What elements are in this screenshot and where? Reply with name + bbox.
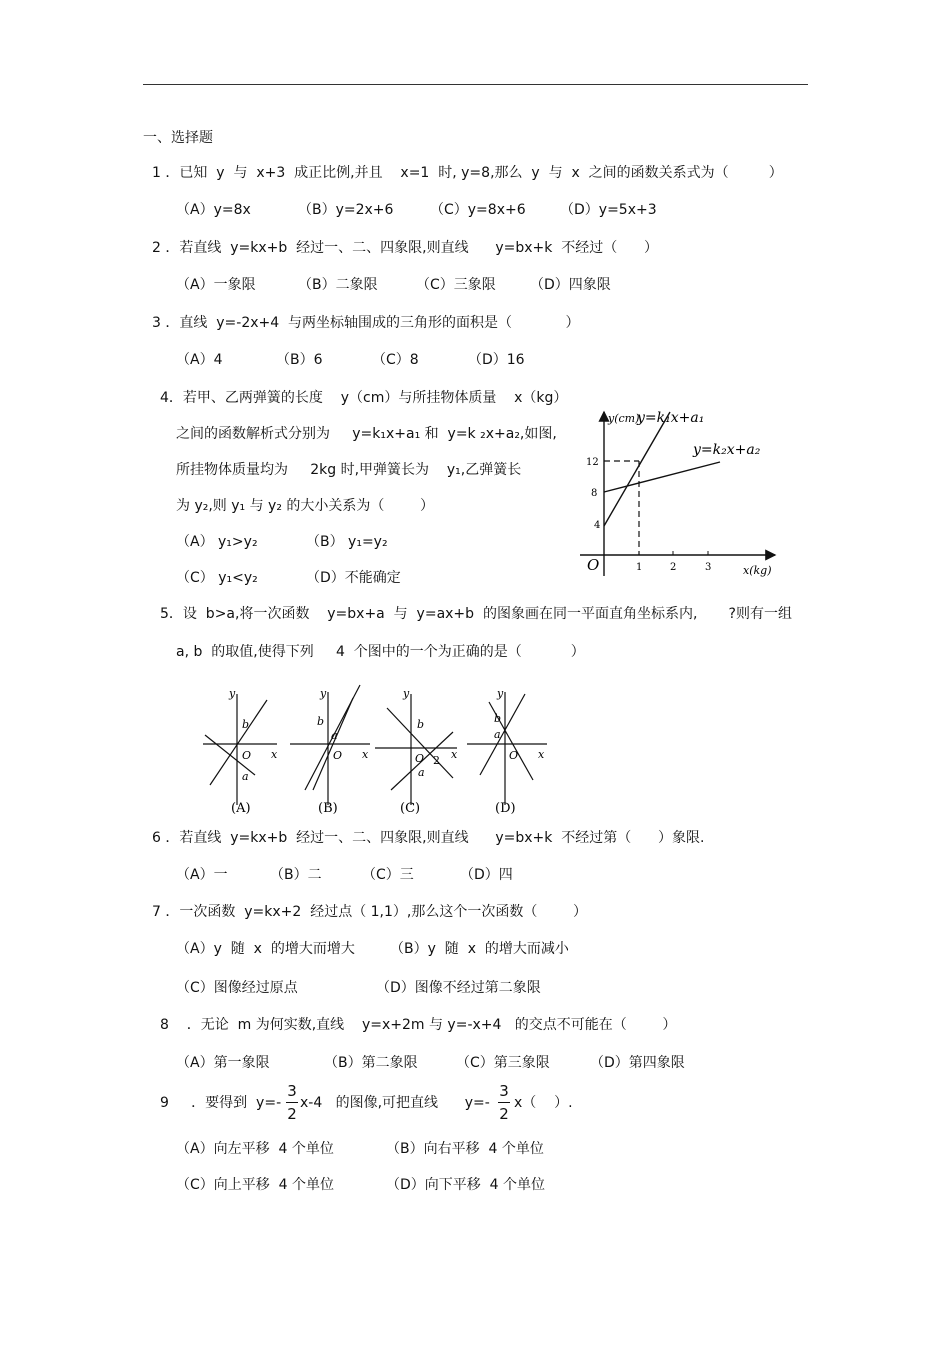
x-axis-label: x(kg) [743, 564, 772, 577]
q9-fraction-2-bar [498, 1102, 510, 1103]
q9-option-d: （D）向下平移 4 个单位 [386, 1177, 546, 1193]
graph-b-label-y: y [320, 687, 327, 700]
y-tick-4: 4 [594, 520, 601, 531]
q3-option-a: （A）4 [176, 352, 223, 368]
graph-c-label-a: a [418, 766, 425, 779]
question-1-stem: 1 ．已知 y 与 x+3 成正比例,并且 x=1 时, y=8,那么 y 与 x 之间的函数关系式为（ ） [152, 165, 783, 181]
spring-line-2 [604, 462, 720, 492]
y-tick-12: 12 [586, 457, 599, 468]
q7-option-a: （A）y 随 x 的增大而增大 [176, 941, 355, 957]
q8-option-c: （C）第三象限 [456, 1055, 550, 1071]
q9-option-c: （C）向上平移 4 个单位 [176, 1177, 335, 1193]
question-5-line-2: a, b 的取值,使得下列 4 个图中的一个为正确的是（ ） [176, 644, 585, 660]
graph-d-label-b: b [494, 712, 502, 725]
q5-graph-a [203, 687, 278, 816]
question-7-stem: 7 ．一次函数 y=kx+2 经过点（ 1,1）,那么这个一次函数（ ） [152, 904, 587, 920]
x-tick-3: 3 [705, 562, 712, 573]
q4-option-d: （D）不能确定 [306, 570, 401, 586]
q8-option-d: （D）第四象限 [590, 1055, 685, 1071]
question-9-suffix: x（ ）. [514, 1095, 573, 1111]
q6-option-c: （C）三 [362, 867, 414, 883]
q3-option-b: （B）6 [276, 352, 323, 368]
q8-option-a: （A）第一象限 [176, 1055, 270, 1071]
graph-d-caption: (D) [495, 801, 516, 816]
y-tick-8: 8 [591, 488, 598, 499]
graph-b-label-a: a [331, 729, 338, 742]
q4-option-a: （A） y₁>y₂ [176, 534, 258, 550]
graph-c-label-o: O [415, 752, 425, 765]
graph-a-label-a: a [242, 770, 249, 783]
q5-graph-c [375, 687, 458, 816]
question-8-stem: 8 ．无论 m 为何实数,直线 y=x+2m 与 y=-x+4 的交点不可能在（ ） [160, 1017, 677, 1033]
q9-fraction-2-numerator: 3 [499, 1082, 509, 1100]
line-2-label: y=k₂x+a₂ [693, 442, 761, 458]
spring-line-1 [604, 412, 670, 526]
graph-d-line-1 [480, 694, 525, 775]
question-9-middle: x-4 的图像,可把直线 y=- [300, 1095, 490, 1111]
graph-d-label-o: O [509, 749, 519, 762]
q2-option-b: （B）二象限 [298, 277, 378, 293]
graph-a-line-1 [210, 700, 267, 785]
q9-option-b: （B）向右平移 4 个单位 [386, 1141, 544, 1157]
q7-option-d: （D）图像不经过第二象限 [376, 980, 541, 996]
q5-graph-d [467, 687, 547, 816]
question-6-stem: 6 ．若直线 y=kx+b 经过一、二、四象限,则直线 y=bx+k 不经过第（ ）象限. [152, 830, 705, 846]
q6-option-a: （A）一 [176, 867, 228, 883]
x-tick-2: 2 [670, 562, 677, 573]
q6-option-b: （B）二 [270, 867, 322, 883]
question-4-line-2: 之间的函数解析式分别为 y=k₁x+a₁ 和 y=k ₂x+a₂,如图, [176, 426, 557, 442]
question-4-line-1: 4．若甲、乙两弹簧的长度 y（cm）与所挂物体质量 x（kg） [160, 390, 568, 406]
y-axis-label: y(cm) [608, 412, 640, 425]
graph-c-label-b: b [417, 718, 425, 731]
graph-a-label-y: y [229, 687, 236, 700]
q4-option-c: （C） y₁<y₂ [176, 570, 258, 586]
q9-fraction-1-denominator: 2 [287, 1105, 297, 1123]
q3-option-d: （D）16 [468, 352, 525, 368]
graph-c-caption: (C) [400, 801, 421, 816]
graph-b-caption: (B) [318, 801, 338, 816]
graph-b-label-o: O [333, 749, 343, 762]
graph-a-label-b: b [242, 718, 250, 731]
question-2-stem: 2 ．若直线 y=kx+b 经过一、二、四象限,则直线 y=bx+k 不经过（ ） [152, 240, 658, 256]
question-3-stem: 3 ．直线 y=-2x+4 与两坐标轴围成的三角形的面积是（ ） [152, 315, 580, 331]
graph-d-label-y: y [497, 687, 504, 700]
graph-b-label-x: x [362, 748, 369, 761]
q8-option-b: （B）第二象限 [324, 1055, 418, 1071]
graph-a-label-x: x [271, 748, 278, 761]
q1-option-d: （D）y=5x+3 [560, 202, 657, 218]
q7-option-c: （C）图像经过原点 [176, 980, 298, 996]
q3-option-c: （C）8 [372, 352, 419, 368]
q5-graph-b [290, 685, 370, 816]
spring-graph [575, 400, 790, 585]
graph-a-caption: (A) [231, 801, 251, 816]
q9-fraction-2-denominator: 2 [499, 1105, 509, 1123]
graph-d-label-x: x [538, 748, 545, 761]
graph-b-label-b: b [317, 715, 325, 728]
q1-option-c: （C）y=8x+6 [430, 202, 526, 218]
x-tick-1: 1 [636, 562, 643, 573]
graph-a-label-o: O [242, 749, 252, 762]
q6-option-d: （D）四 [460, 867, 513, 883]
question-9-prefix: 9 ．要得到 y=- [160, 1095, 282, 1111]
origin-label: O [587, 556, 600, 574]
q4-option-b: （B） y₁=y₂ [306, 534, 388, 550]
graph-c-label-x: x [451, 748, 458, 761]
graph-d-label-a: a [494, 728, 501, 741]
graph-c-label-2: 2 [433, 754, 440, 767]
header-rule [143, 84, 808, 85]
q7-option-b: （B）y 随 x 的增大而减小 [390, 941, 569, 957]
q1-option-b: （B）y=2x+6 [298, 202, 394, 218]
line-1-label: y=k₁x+a₁ [637, 410, 705, 426]
q2-option-a: （A）一象限 [176, 277, 256, 293]
section-title: 一、选择题 [143, 130, 213, 146]
question-4-line-4: 为 y₂,则 y₁ 与 y₂ 的大小关系为（ ） [176, 498, 434, 514]
q1-option-a: （A）y=8x [176, 202, 251, 218]
q9-fraction-1-bar [286, 1102, 298, 1103]
q2-option-d: （D）四象限 [530, 277, 611, 293]
q9-option-a: （A）向左平移 4 个单位 [176, 1141, 334, 1157]
q2-option-c: （C）三象限 [416, 277, 496, 293]
graph-c-label-y: y [403, 687, 410, 700]
q9-fraction-1-numerator: 3 [287, 1082, 297, 1100]
question-4-line-3: 所挂物体质量均为 2kg 时,甲弹簧长为 y₁,乙弹簧长 [176, 462, 522, 478]
q5-graph-panel [195, 680, 560, 820]
question-5-line-1: 5．设 b>a,将一次函数 y=bx+a 与 y=ax+b 的图象画在同一平面直角坐标系内, ?则有一组 [160, 606, 792, 622]
